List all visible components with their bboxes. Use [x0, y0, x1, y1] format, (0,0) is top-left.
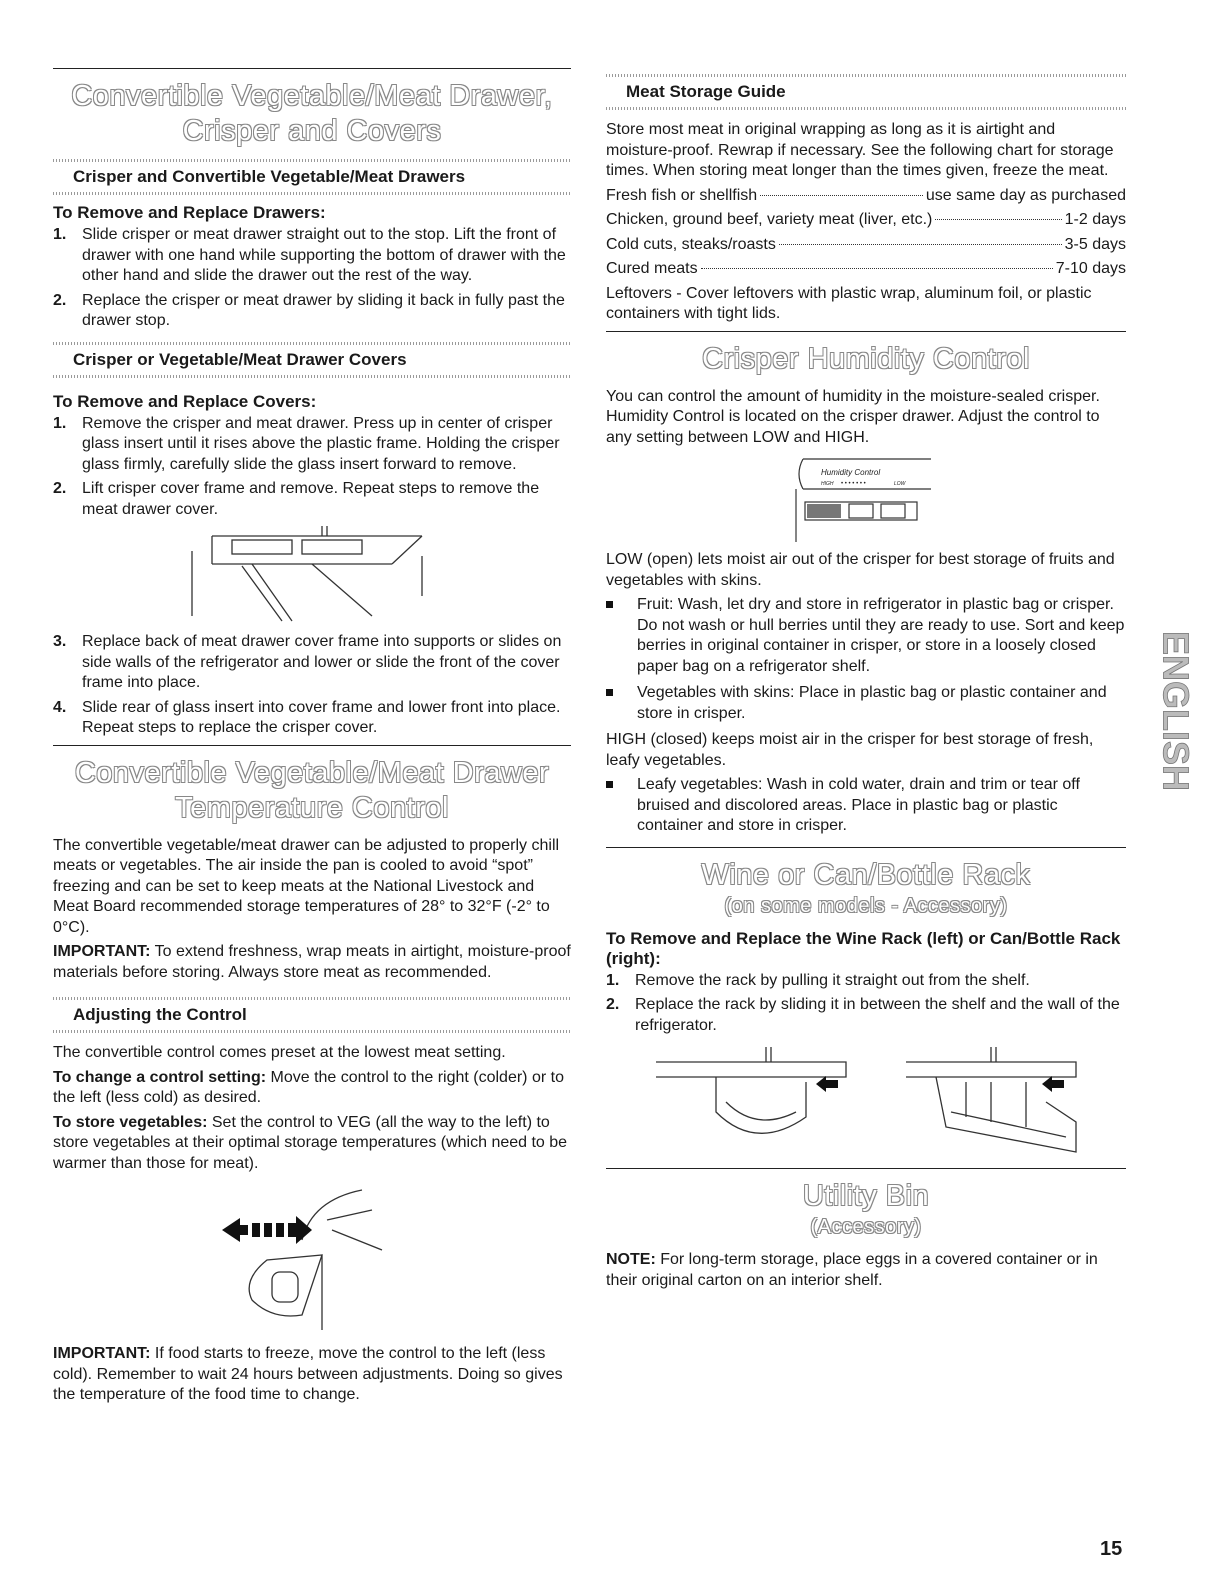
section-rule [606, 847, 1126, 848]
paragraph: NOTE: For long-term storage, place eggs in a covered container or in their original carton on an interior shelf. [606, 1251, 1098, 1289]
subheading: Crisper and Convertible Vegetable/Meat Drawers [73, 167, 466, 186]
meat-row: Cured meats 7-10 days [606, 260, 1126, 277]
paragraph: The convertible vegetable/meat drawer can be adjusted to properly chill meats or vegetables. The air inside the pan is cooled to avoid “spot” freezing and can be set to keep meats at the National Livestock and Meat Board recommended storage temperatures of 28° to 32°F (-2° to 0°C). [53, 836, 560, 936]
list-item: 2. Replace the crisper or meat drawer by sliding it back in fully past the drawer stop. [53, 291, 565, 329]
paragraph: The convertible control comes preset at the lowest meat setting. [53, 1044, 506, 1061]
wine-rack-illustration [646, 1042, 1086, 1162]
high-bullets [606, 775, 1126, 837]
humidity-control-label: Humidity Control [821, 468, 881, 477]
list-item: Fruit: Wash, let dry and store in refrigerator in plastic bag or crisper. Do not wash or hull berries until they are ready to use. Sort and keep berries in original container in crisper, or store in a loosely closed paper bag on a refrigerator shelf. [606, 595, 1126, 677]
divider [606, 107, 1126, 110]
section-title-subline: (Accessory) [810, 1216, 922, 1238]
meat-row: Cold cuts, steaks/roasts 3-5 days [606, 235, 1126, 253]
humidity-control-illustration [791, 454, 941, 544]
list-item: 1. Remove the crisper and meat drawer. Press up in center of crisper glass insert until it rises above the plastic frame. Holding the crisper glass firmly, carefully slide the glass insert forward to remove. [53, 414, 560, 473]
paragraph: To change a control setting: Move the control to the right (colder) or to the left (less cold) as desired. [53, 1068, 564, 1106]
covers-steps-continued [53, 632, 571, 739]
section-title-line: Convertible Vegetable/Meat Drawer [74, 756, 550, 789]
section-title-line: Utility Bin [802, 1180, 930, 1212]
section-rule [606, 331, 1126, 332]
heading: To Remove and Replace Covers: [53, 391, 317, 411]
list-item: 2. Lift crisper cover frame and remove. Repeat steps to remove the meat drawer cover. [53, 480, 540, 518]
meat-row: Chicken, ground beef, variety meat (liver, etc.) 1-2 days [606, 211, 1126, 228]
left-column [53, 68, 571, 1410]
list-item: Vegetables with skins: Place in plastic bag or plastic container and store in crisper. [606, 683, 1126, 724]
svg-text:• • • • • • •: • • • • • • • [841, 481, 866, 487]
right-column [606, 68, 1126, 1295]
low-bullets [606, 595, 1126, 724]
top-rule [53, 68, 571, 69]
divider [53, 1030, 571, 1033]
subheading: Crisper or Vegetable/Meat Drawer Covers [73, 349, 407, 369]
list-item: 1. Slide crisper or meat drawer straight out to the stop. Lift the front of drawer with one hand while supporting the bottom of drawer with the other hand and slide the drawer out the rest of the way. [53, 226, 566, 284]
list-item: Leafy vegetables: Wash in cold water, drain and trim or tear off bruised and discolored areas. Place in plastic bag or plastic container and store in crisper. [606, 775, 1126, 837]
section-rule [606, 1168, 1126, 1169]
paragraph: Store most meat in original wrapping as long as it is airtight and moisture-proof. Rewrap if necessary. See the following chart for storage times. When storing meat longer than the times given, freeze the meat. [606, 121, 1114, 179]
humidity-high-label: HIGH [821, 481, 834, 487]
section-title-line: Convertible Vegetable/Meat Drawer, [71, 80, 553, 112]
paragraph: IMPORTANT: To extend freshness, wrap meats in airtight, moisture-proof materials before storing. Always store meat as recommended. [53, 943, 571, 981]
paragraph: HIGH (closed) keeps moist air in the crisper for best storage of fresh, leafy vegetables. [606, 731, 1094, 769]
section-rule [53, 745, 571, 746]
side-tab-label: ENGLISH [1155, 630, 1197, 792]
section-title-temperature [53, 756, 571, 826]
section-title-line: Temperature Control [175, 791, 449, 824]
drawers-steps [53, 225, 571, 332]
section-title-subline: (on some models - Accessory) [724, 894, 1008, 917]
section-title-wine-rack [606, 858, 1126, 919]
paragraph: Leftovers - Cover leftovers with plastic wrap, aluminum foil, or plastic containers with tight lids. [606, 284, 1092, 322]
subheading: Adjusting the Control [73, 1005, 247, 1024]
paragraph: IMPORTANT: If food starts to freeze, move the control to the left (less cold). Remember to wait 24 hours between adjustments. Doing so gives the temperature of the food time to change. [53, 1345, 563, 1403]
temperature-control-illustration [212, 1180, 412, 1330]
subheading: Meat Storage Guide [626, 82, 786, 101]
wine-steps [606, 971, 1126, 1037]
section-title-utility-bin [606, 1179, 1126, 1240]
section-title-humidity: Crisper Humidity Control [702, 342, 1030, 375]
list-item: 3. Replace back of meat drawer cover frame into supports or slides on side walls of the refrigerator and lower or slide the front of the cover frame into place. [53, 633, 562, 691]
page-number: 15 [1100, 1538, 1123, 1560]
drawer-cover-illustration [192, 526, 432, 626]
list-item: 1. Remove the rack by pulling it straight out from the shelf. [606, 971, 1030, 989]
covers-steps [53, 414, 571, 521]
paragraph: To store vegetables: Set the control to VEG (all the way to the left) to store vegetables at their optimal storage temperatures (which need to be warmer than those for meat). [53, 1113, 568, 1172]
humidity-low-label: LOW [894, 481, 906, 487]
paragraph: You can control the amount of humidity in the moisture-sealed crisper. Humidity Control is located on the crisper drawer. Adjust the control to any setting between LOW and HIGH. [606, 387, 1100, 446]
divider [53, 375, 571, 378]
meat-row: Fresh fish or shellfish use same day as purchased [606, 186, 1126, 204]
divider [53, 192, 571, 195]
section-title-drawers [53, 79, 571, 149]
heading: To Remove and Replace the Wine Rack (left) or Can/Bottle Rack (right): [606, 928, 1121, 968]
section-title-line: Crisper and Covers [182, 115, 442, 147]
paragraph: LOW (open) lets moist air out of the crisper for best storage of fruits and vegetables with skins. [606, 551, 1115, 589]
heading: To Remove and Replace Drawers: [53, 203, 326, 222]
list-item: 2. Replace the rack by sliding it in between the shelf and the wall of the refrigerator. [606, 996, 1120, 1034]
language-side-tab [1155, 566, 1197, 856]
section-title-line: Wine or Can/Bottle Rack [701, 858, 1031, 891]
list-item: 4. Slide rear of glass insert into cover frame and lower front into place. Repeat steps to replace the crisper cover. [53, 698, 561, 736]
